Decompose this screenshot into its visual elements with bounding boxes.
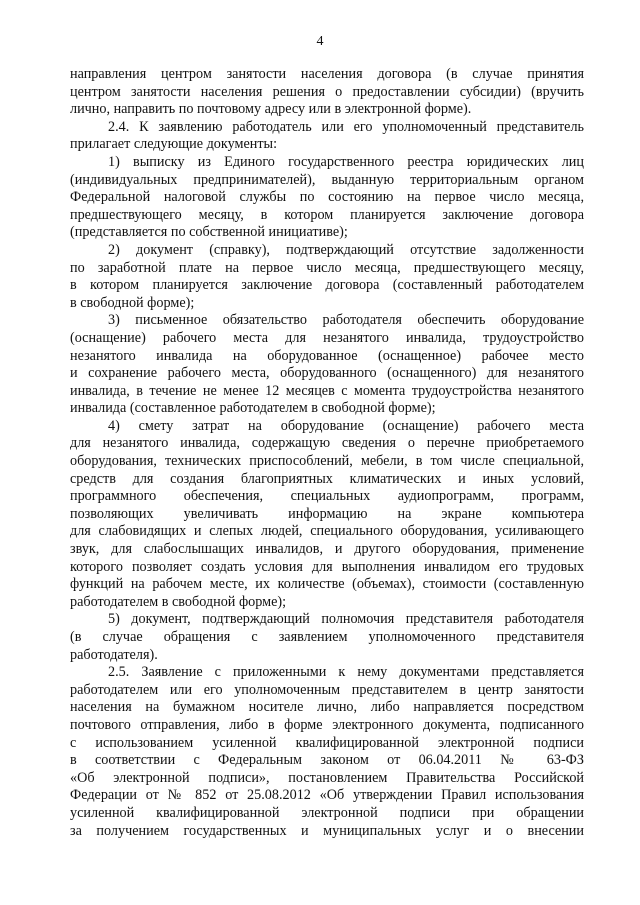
text-line: 4) смету затрат на оборудование (оснащение) рабочего места [108,417,584,434]
text-line: центром занятости населения решения о предоставлении субсидии) (вручить [70,83,584,100]
paragraph [70,312,584,418]
text-line: для слабовидящих и слепых людей, специального оборудования, усиливающего [70,523,584,540]
paragraph [70,664,584,840]
text-line: незанятого инвалида на оборудованное (оснащенное) рабочее место [70,347,584,364]
text-line: 2.4. К заявлению работодатель или его уполномоченный представитель [108,118,584,135]
text-line: оборудования, технических приспособлений, мебели, в том числе специальной, [70,453,584,470]
text-line: для незанятого инвалида, содержащую сведения о перечне приобретаемого [70,435,584,452]
text-line: 5) документ, подтверждающий полномочия представителя работодателя [108,611,584,628]
paragraph [70,418,584,612]
text-line: Федеральной налоговой службы по состоянию на первое число месяца, [70,189,584,206]
text-line: лично, направить по почтовому адресу или в электронной форме). [70,101,472,118]
document-body [70,66,584,840]
paragraph [70,611,584,664]
paragraph [70,154,584,242]
text-line: населения на бумажном носителе лично, либо направляется посредством [70,699,584,716]
text-line: почтового отправления, либо в форме электронного документа, подписанного [70,716,584,733]
text-line: в котором планируется заключение договора (составленный работодателем [70,277,584,294]
text-line: (представляется по собственной инициативе); [70,224,348,241]
text-line: работодателя). [70,646,158,663]
text-line: (индивидуальных предпринимателей), выданную территориальным органом [70,171,584,188]
text-line: позволяющих увеличивать информацию на экране компьютера [70,505,584,522]
paragraph [70,119,584,154]
text-line: усиленной квалифицированной электронной подписи при обращении [70,804,584,821]
page-number: 4 [316,34,324,49]
text-line: программного обеспечения, специальных аудиопрограмм, программ, [70,488,584,505]
text-line: в свободной форме); [70,294,195,311]
text-line: направления центром занятости населения договора (в случае принятия [70,66,584,82]
text-line: которого позволяет создать условия для выполнения инвалидом его трудовых [70,558,584,575]
text-line: 2.5. Заявление с приложенными к нему документами представляется [108,664,584,681]
text-line: 1) выписку из Единого государственного реестра юридических лиц [108,153,584,170]
text-line: (в случае обращения с заявлением уполномоченного представителя [70,629,584,645]
text-line: 2) документ (справку), подтверждающий отсутствие задолженности [108,241,584,258]
text-line: инвалида (составленное работодателем в свободной форме); [70,400,436,417]
text-line: работодателем или его уполномоченным представителем в центр занятости [70,681,584,698]
text-line: прилагает следующие документы: [70,136,278,153]
text-line: за получением государственных и муниципальных услуг и о внесении [70,822,584,839]
text-line: средств для создания благоприятных климатических и иных условий, [70,470,584,487]
text-line: Федерации от № 852 от 25.08.2012 «Об утверждении Правил использования [70,787,584,804]
text-line: по заработной плате на первое число месяца, предшествующего месяцу, [70,259,584,276]
text-line: инвалида, в течение не менее 12 месяцев с момента трудоустройства незанятого [70,382,584,399]
text-line: в соответствии с Федеральным законом от 06.04.2011 № 63-ФЗ [70,752,584,769]
text-line: звук, для слабослышащих инвалидов, и другого оборудования, применение [70,541,584,558]
text-line: и сохранение рабочего места, оборудованного (оснащенного) для незанятого [70,365,584,382]
text-line: «Об электронной подписи», постановлением Правительства Российской [70,769,584,786]
text-line: (оснащение) рабочего места для незанятого инвалида, трудоустройство [70,329,584,346]
text-line: функций на рабочем месте, их количестве (объемах), стоимости (составленную [70,576,584,593]
text-line: 3) письменное обязательство работодателя обеспечить оборудование [108,312,584,329]
paragraph [70,66,584,119]
text-line: предшествующего месяцу, в котором планируется заключение договора [70,206,584,223]
paragraph [70,242,584,312]
text-line: с использованием усиленной квалифицированной электронной подписи [70,734,584,751]
text-line: работодателем в свободной форме); [70,593,287,610]
